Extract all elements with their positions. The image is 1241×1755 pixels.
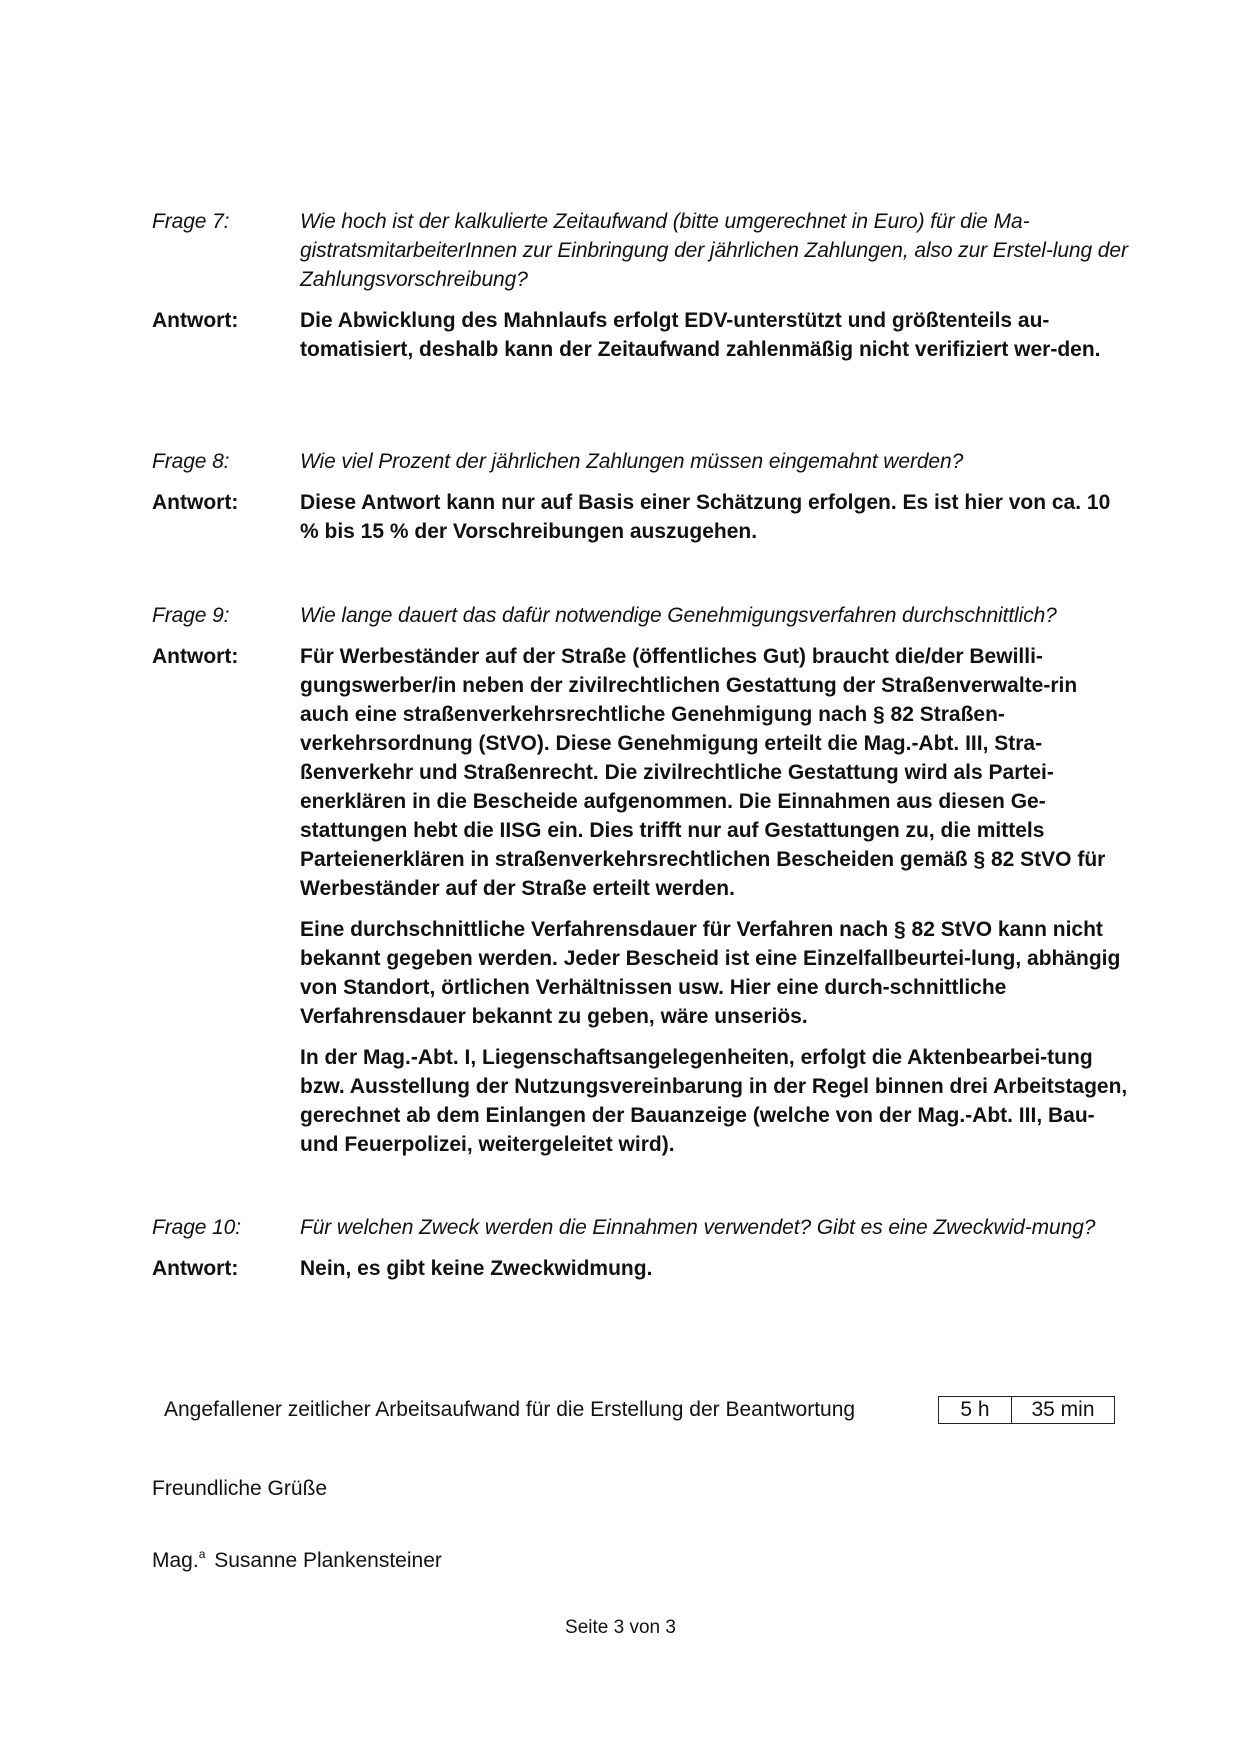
- question-row: [152, 601, 1132, 630]
- answer-row: [152, 306, 1132, 364]
- answer-paragraph: Nein, es gibt keine Zweckwidmung.: [300, 1257, 653, 1280]
- question-row: [152, 447, 1132, 476]
- answer-label: Antwort:: [152, 309, 239, 332]
- answer-paragraph: Für Werbeständer auf der Straße (öffentliches Gut) braucht die/der Bewilli-gungswerber/in neben der zivilrechtlichen Gestattung der Straßenverwalte-rin auch eine straßenverkehrsrechtliche Genehmigung nach § 82 Straßen-verkehrsordnung (StVO). Diese Genehmigung erteilt die Mag.-Abt. III, Stra-ßenverkehr und Straßenrecht. Die zivilrechtliche Gestattung wird als Partei-enerklären in die Bescheide aufgenommen. Die Einnahmen aus diesen Ge-stattungen hebt die IISG ein. Dies trifft nur auf Gestattungen zu, die mittels Parteienerklären in straßenverkehrsrechtlichen Bescheiden gemäß § 82 StVO für Werbeständer auf der Straße erteilt werden.: [300, 645, 1106, 900]
- question-label: Frage 8:: [152, 450, 230, 473]
- academic-title-superscript: a: [198, 1547, 206, 1561]
- answer-paragraph: In der Mag.-Abt. I, Liegenschaftsangelegenheiten, erfolgt die Aktenbearbei-tung bzw. Ausstellung der Nutzungsvereinbarung in der Regel binnen drei Arbeitstagen, gerechnet ab dem Einlangen der Bauanzeige (welche von der Mag.-Abt. III, Bau- und Feuerpolizei, weitergeleitet wird).: [300, 1046, 1128, 1156]
- qa-block-frage-7: [152, 207, 1132, 364]
- page-number-footer: Seite 3 von 3: [565, 1617, 676, 1638]
- answer-label: Antwort:: [152, 645, 239, 668]
- question-row: [152, 207, 1132, 294]
- question-row: [152, 1213, 1132, 1242]
- question-text: Wie viel Prozent der jährlichen Zahlungen müssen eingemahnt werden?: [300, 450, 964, 473]
- answer-paragraph: Die Abwicklung des Mahnlaufs erfolgt EDV-unterstützt und größtenteils au-tomatisiert, deshalb kann der Zeitaufwand zahlenmäßig nicht verifiziert wer-den.: [300, 309, 1101, 361]
- effort-minutes-cell: 35 min: [1031, 1398, 1095, 1421]
- effort-hours-cell: 5 h: [939, 1397, 1012, 1423]
- qa-block-frage-10: [152, 1213, 1132, 1283]
- work-effort-line: [164, 1396, 1115, 1424]
- answer-text: [300, 1254, 1132, 1283]
- question-label: Frage 9:: [152, 604, 230, 627]
- answer-text: [300, 642, 1132, 1159]
- answer-text: [300, 306, 1132, 364]
- question-text: Für welchen Zweck werden die Einnahmen verwendet? Gibt es eine Zweckwid-mung?: [300, 1216, 1096, 1239]
- question-text: Wie hoch ist der kalkulierte Zeitaufwand (bitte umgerechnet in Euro) für die Ma-gistratsmitarbeiterInnen zur Einbringung der jährlichen Zahlungen, also zur Erstel-lung der Zahlungsvorschreibung?: [300, 210, 1128, 291]
- question-label: Frage 7:: [152, 210, 230, 233]
- answer-row: [152, 488, 1132, 546]
- answer-label: Antwort:: [152, 491, 239, 514]
- qa-block-frage-8: [152, 447, 1132, 546]
- answer-row: [152, 642, 1132, 1159]
- academic-title: Mag.: [152, 1549, 199, 1572]
- signature-name: [152, 1547, 442, 1573]
- answer-label: Antwort:: [152, 1257, 239, 1280]
- answer-text: [300, 488, 1132, 546]
- question-text: Wie lange dauert das dafür notwendige Genehmigungsverfahren durchschnittlich?: [300, 604, 1057, 627]
- answer-paragraph: Diese Antwort kann nur auf Basis einer Schätzung erfolgen. Es ist hier von ca. 10 % bis 15 % der Vorschreibungen auszugehen.: [300, 491, 1111, 543]
- work-effort-label: Angefallener zeitlicher Arbeitsaufwand für die Erstellung der Beantwortung: [164, 1398, 856, 1421]
- work-effort-table: [938, 1396, 1115, 1424]
- signer-name: Susanne Plankensteiner: [214, 1549, 442, 1572]
- qa-block-frage-9: [152, 601, 1132, 1159]
- answer-row: [152, 1254, 1132, 1283]
- answer-paragraph: Eine durchschnittliche Verfahrensdauer für Verfahren nach § 82 StVO kann nicht bekannt gegeben werden. Jeder Bescheid ist eine Einzelfallbeurtei-lung, abhängig von Standort, örtlichen Verhältnissen usw. Hier eine durch-schnittliche Verfahrensdauer bekannt zu geben, wäre unseriös.: [300, 918, 1121, 1028]
- closing-greeting: Freundliche Grüße: [152, 1477, 328, 1500]
- question-label: Frage 10:: [152, 1216, 241, 1239]
